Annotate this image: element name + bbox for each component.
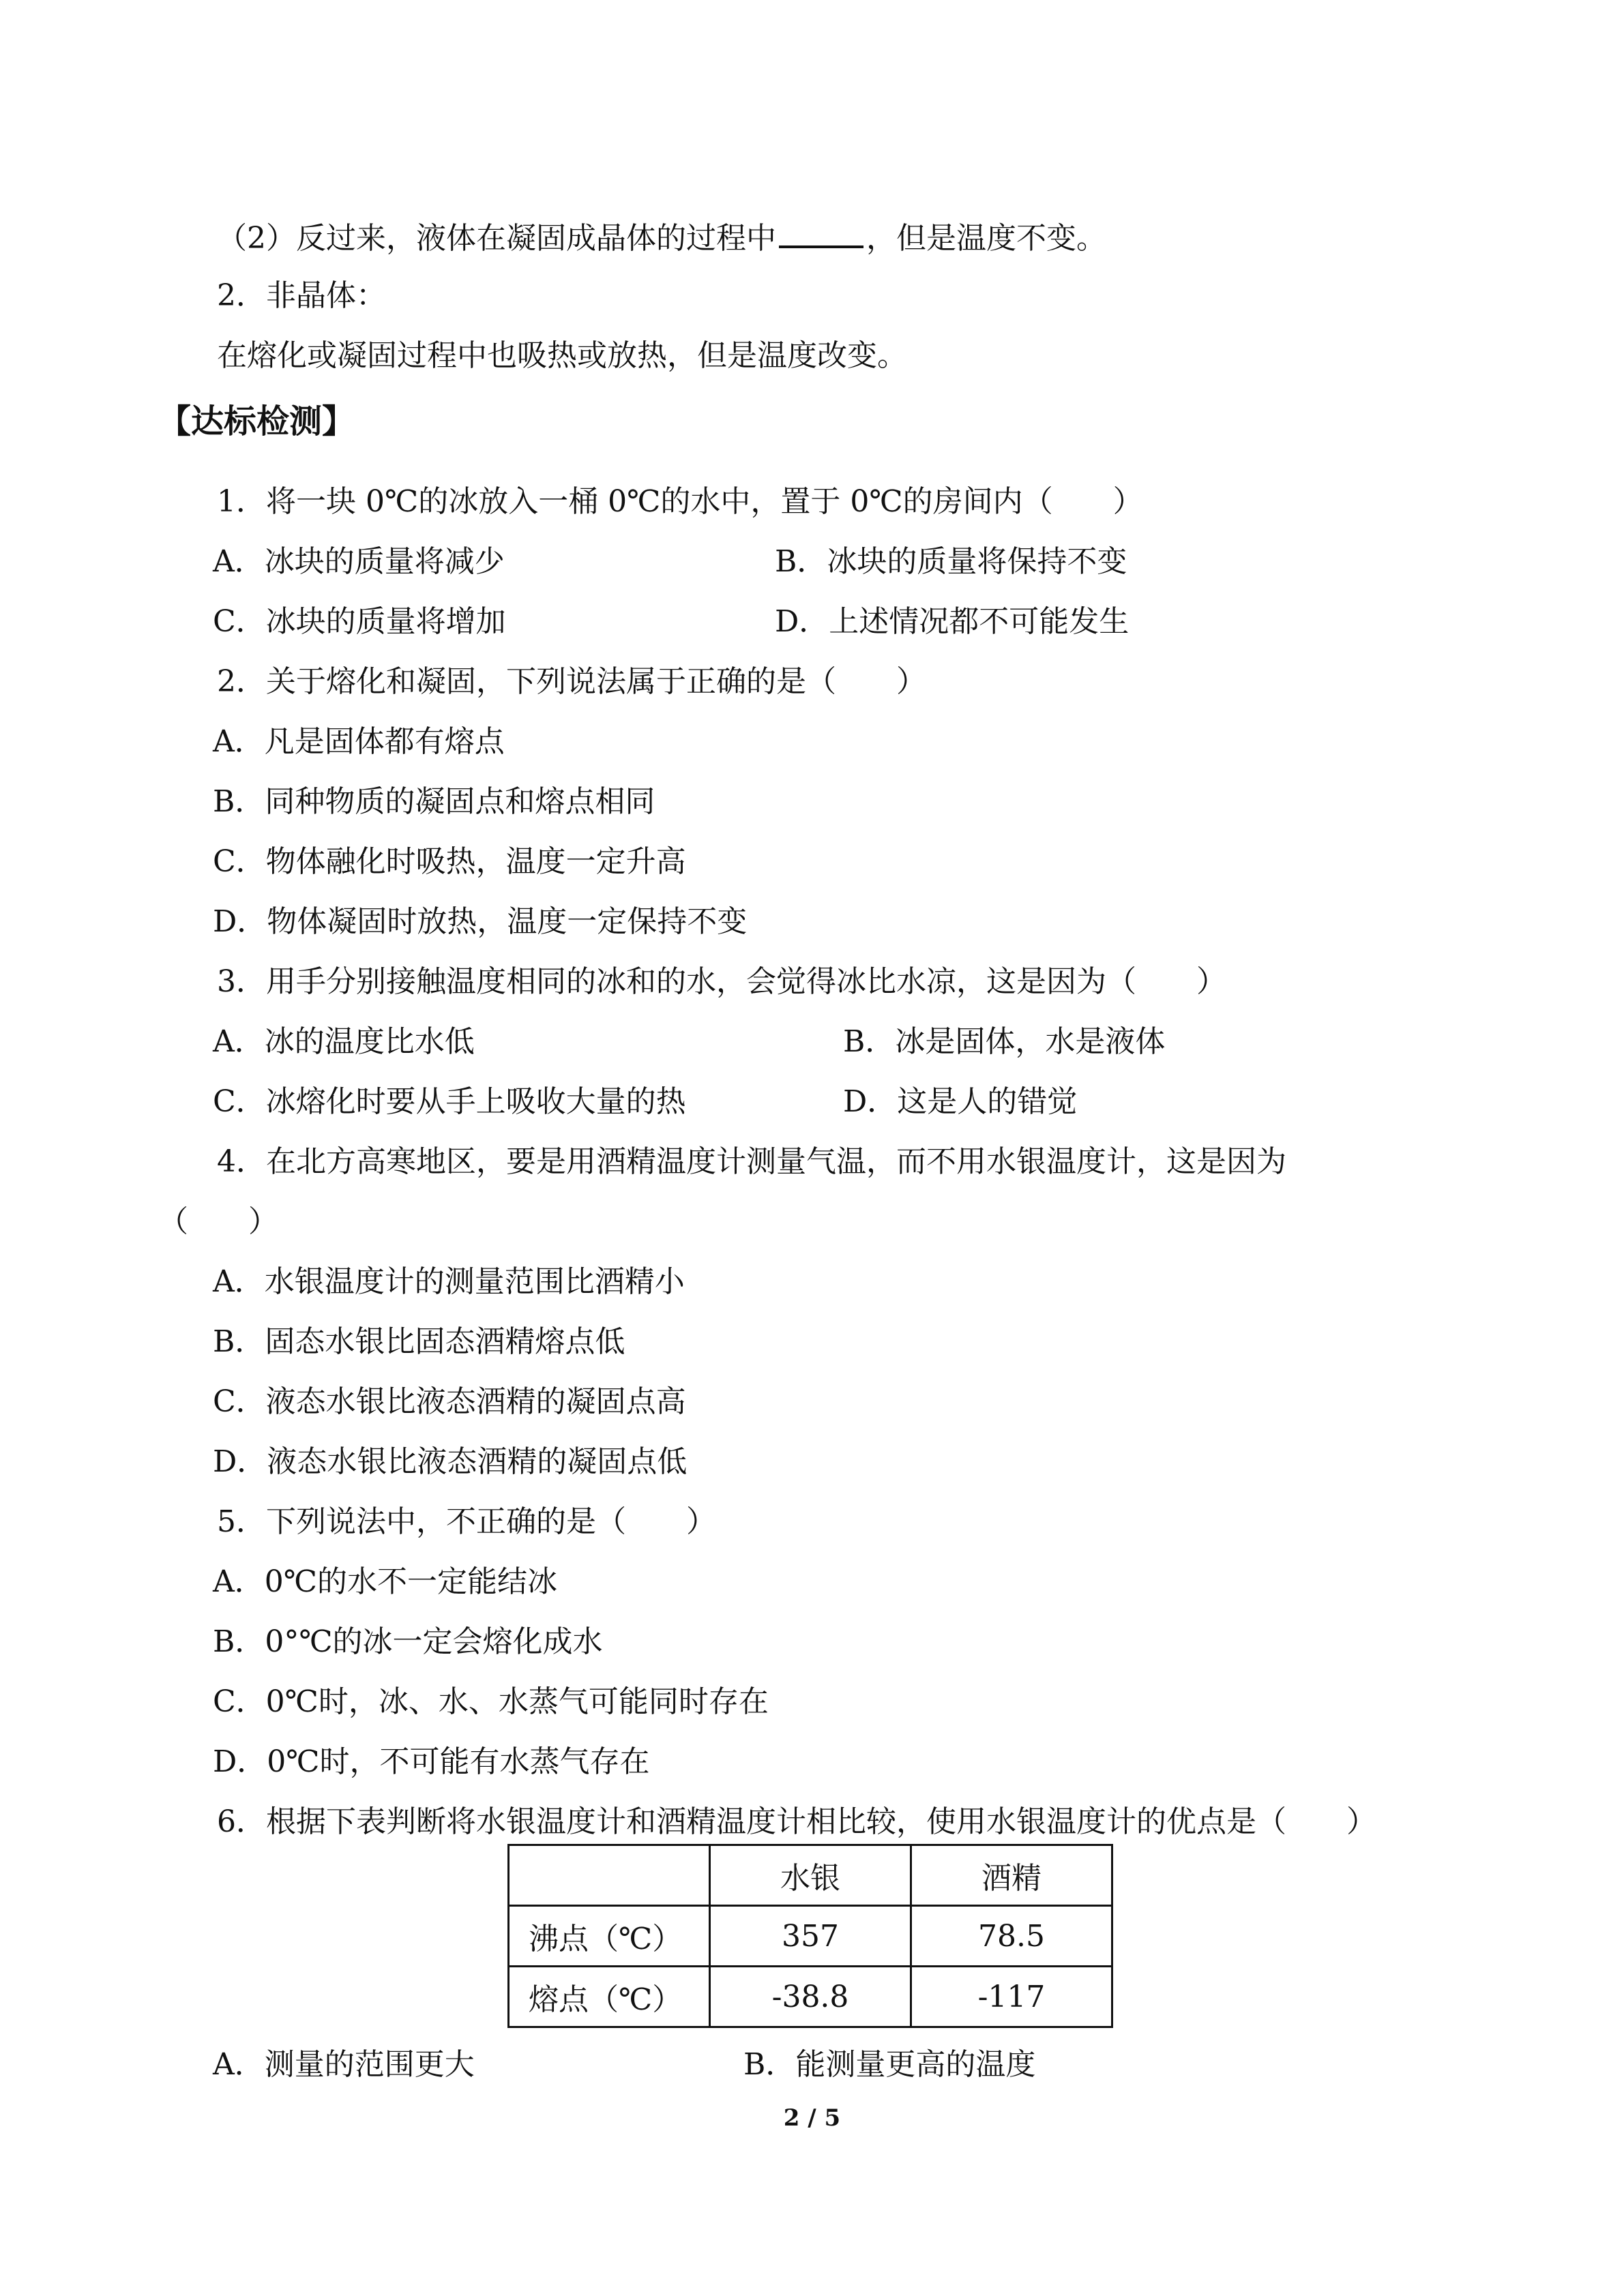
q4-stem-continued: （ ） <box>158 1204 278 1239</box>
q1-option-b: B．冰块的质量将保持不变 <box>775 544 1127 579</box>
q6-option-b: B．能测量更高的温度 <box>743 2047 1036 2082</box>
q3-option-c: C．冰熔化时要从手上吸收大量的热 <box>213 1084 686 1119</box>
q4-option-c: C．液态水银比液态酒精的凝固点高 <box>213 1384 686 1419</box>
q5-stem: 5．下列说法中，不正确的是（ ） <box>217 1504 716 1539</box>
q1-option-c: C．冰块的质量将增加 <box>213 604 506 639</box>
q3-option-d: D．这是人的错觉 <box>843 1084 1078 1119</box>
table-row-label: 沸点（℃） <box>509 1906 710 1967</box>
table-row <box>509 1906 1112 1967</box>
q3-option-a: A．冰的温度比水低 <box>213 1024 475 1059</box>
properties-table <box>507 1844 1113 2028</box>
q3-stem: 3．用手分别接触温度相同的冰和的水，会觉得冰比水凉，这是因为（ ） <box>217 964 1226 999</box>
intro-line-3: 在熔化或凝固过程中也吸热或放热，但是温度改变。 <box>217 338 907 373</box>
intro-line-1-text: （2）反过来，液体在凝固成晶体的过程中 <box>217 221 776 256</box>
page-number: 2 / 5 <box>783 2104 841 2132</box>
q3-option-b: B．冰是固体，水是液体 <box>843 1024 1166 1059</box>
table-header-cell: 水银 <box>710 1845 911 1906</box>
table-header-cell: 酒精 <box>911 1845 1112 1906</box>
q2-option-a: A．凡是固体都有熔点 <box>213 724 505 759</box>
intro-line-2: 2．非晶体： <box>217 278 386 313</box>
q4-stem: 4．在北方高寒地区，要是用酒精温度计测量气温，而不用水银温度计，这是因为 <box>217 1144 1286 1179</box>
q5-option-d: D．0℃时，不可能有水蒸气存在 <box>213 1744 650 1779</box>
q1-option-d: D．上述情况都不可能发生 <box>775 604 1130 639</box>
q2-option-d: D．物体凝固时放热，温度一定保持不变 <box>213 904 748 939</box>
intro-line-1-tail: ，但是温度不变。 <box>866 221 1106 256</box>
q4-option-a: A．水银温度计的测量范围比酒精小 <box>213 1264 685 1299</box>
q6-stem: 6．根据下表判断将水银温度计和酒精温度计相比较，使用水银温度计的优点是（ ） <box>217 1804 1376 1839</box>
q5-option-b: B．0°℃的冰一定会熔化成水 <box>213 1624 603 1659</box>
table-row <box>509 1967 1112 2027</box>
q2-option-b: B．同种物质的凝固点和熔点相同 <box>213 784 655 819</box>
intro-line-1 <box>217 215 1106 259</box>
q5-option-a: A．0℃的水不一定能结冰 <box>213 1564 557 1599</box>
table-cell: 357 <box>710 1906 911 1967</box>
q4-option-b: B．固态水银比固态酒精熔点低 <box>213 1324 625 1359</box>
q2-option-c: C．物体融化时吸热，温度一定升高 <box>213 844 686 879</box>
q6-option-a: A．测量的范围更大 <box>213 2047 475 2082</box>
q1-option-a: A．冰块的质量将减少 <box>213 544 505 579</box>
q4-option-d: D．液态水银比液态酒精的凝固点低 <box>213 1444 688 1479</box>
table-cell: -38.8 <box>710 1967 911 2027</box>
table-cell: 78.5 <box>911 1906 1112 1967</box>
section-title: 【达标检测】 <box>158 402 355 441</box>
table-cell: -117 <box>911 1967 1112 2027</box>
table-header-cell <box>509 1845 710 1906</box>
q2-stem: 2．关于熔化和凝固，下列说法属于正确的是（ ） <box>217 664 926 699</box>
table-row-label: 熔点（℃） <box>509 1967 710 2027</box>
q5-option-c: C．0℃时，冰、水、水蒸气可能同时存在 <box>213 1684 769 1719</box>
q1-stem: 1．将一块 0℃的冰放入一桶 0℃的水中，置于 0℃的房间内（ ） <box>217 484 1143 519</box>
table-header-row <box>509 1845 1112 1906</box>
answer-blank <box>779 215 863 248</box>
